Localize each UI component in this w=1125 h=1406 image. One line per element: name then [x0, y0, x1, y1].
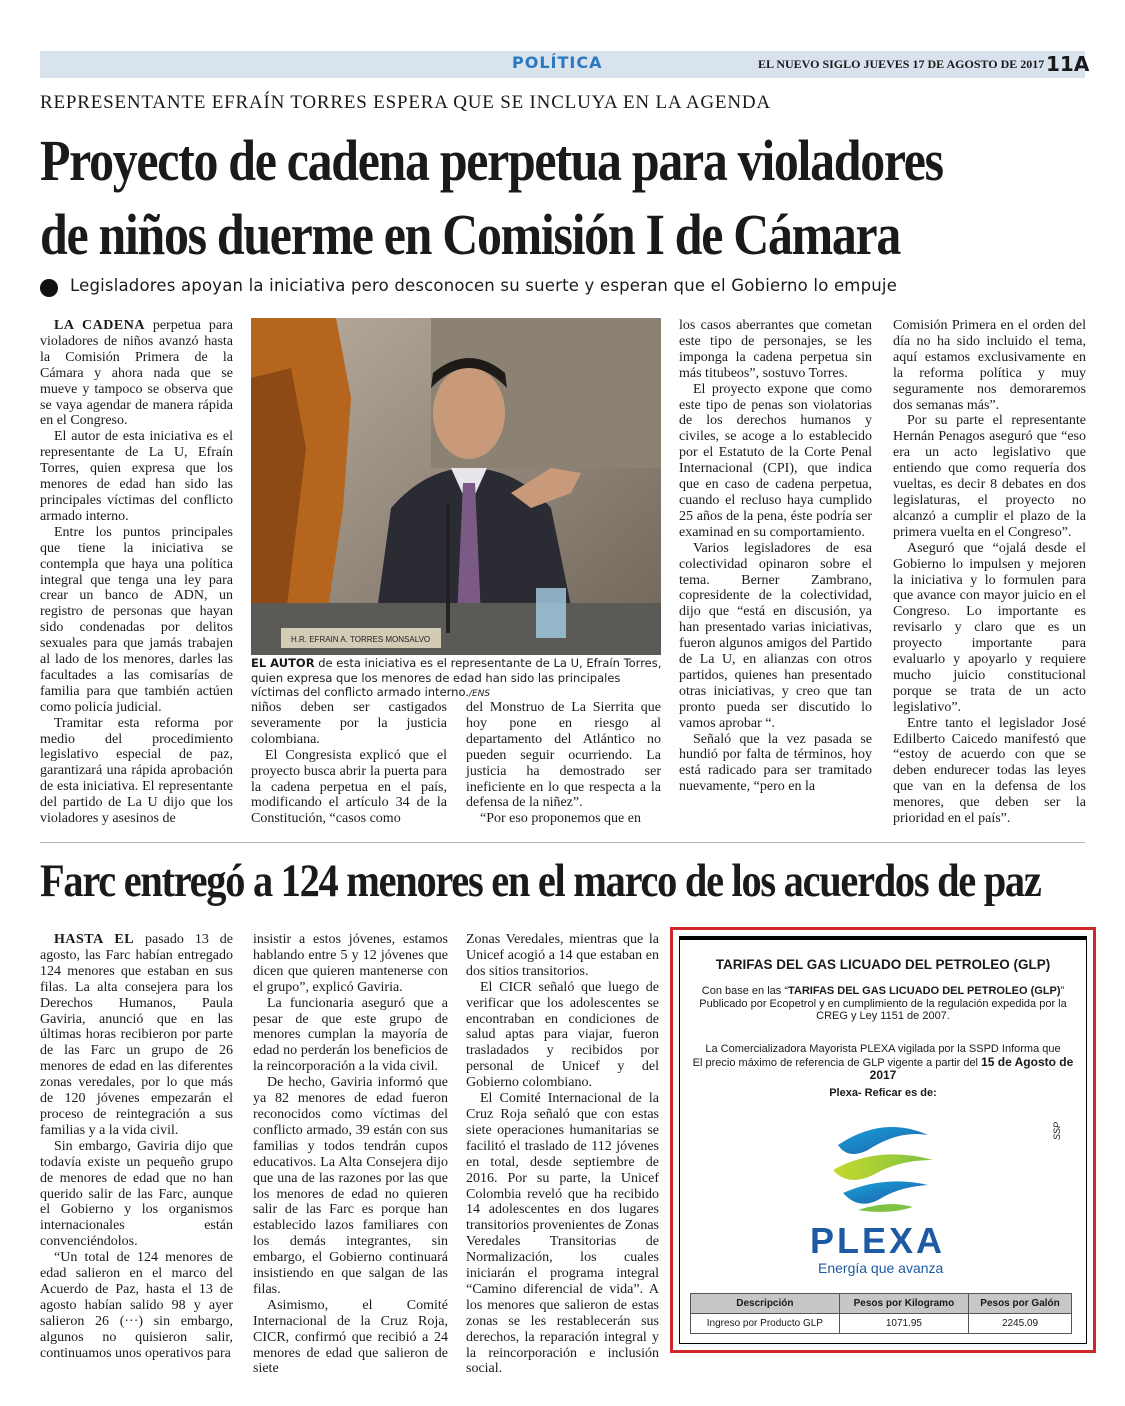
paragraph: El CICR señaló que luego de verificar que los adolescentes se encontraban en condiciones de salud aptas para viajar, fueron trasladados y recibidos por personal de Unicef y del Gobierno colombiano.	[466, 979, 659, 1091]
lead-in: LA CADENA	[54, 318, 145, 333]
paragraph: Zonas Veredales, mientras que la Unicef acogió a 14 que estaban en dos sitios transitorios.	[466, 932, 659, 979]
ad-text: Con base en las “	[701, 985, 788, 997]
article-deck: Legisladores apoyan la iniciativa pero desconocen su suerte y esperan que el Gobierno lo empuje	[70, 276, 898, 295]
nameplate-text: H.R. EFRAIN A. TORRES MONSALVO	[291, 635, 431, 644]
paragraph: Por su parte el representante Hernán Penagos aseguró que “eso era un acto legislativo que entiendo que como requería dos vueltas, es decir 8 debates en dos legislaturas, el proyecto no alcanzó a cumplir el plazo de la primera vuelta en el Congreso”.	[893, 413, 1086, 540]
article1-column-2	[251, 700, 447, 827]
paragraph: pasado 13 de agosto, las Farc habían entregado 124 menores que estaban en sus filas. La alta consejera para los Derechos Humanos, Paula Gaviria, anunció que en las últimas horas recibieron por parte de las Farc un grupo de 26 menores de edad en las diferentes zonas veredales, por lo que más de 120 jóvenes empezarán el proceso de reintegración a sus familias y a la vida civil.	[40, 932, 233, 1138]
paragraph: “Por eso proponemos que en	[480, 811, 641, 827]
article-kicker: REPRESENTANTE EFRAÍN TORRES ESPERA QUE SE INCLUYA EN LA AGENDA	[40, 92, 771, 113]
photo-credit: /ENS	[468, 689, 491, 700]
article2-column-2	[253, 932, 448, 1377]
caption-lead: EL AUTOR	[251, 656, 315, 670]
table-header: Pesos por Kilogramo	[839, 1294, 968, 1314]
article1-column-3	[466, 700, 661, 827]
article-photo	[251, 318, 661, 655]
paragraph: los casos aberrantes que cometan este tipo de personajes, se les imponga la cadena perpetua sin más titubeos”, sostuvo Torres.	[679, 318, 872, 381]
paragraph: El proyecto expone que como este tipo de penas son violatorias de los derechos humanos y civiles, se acoge a lo establecido por el Estatuto de la Corte Penal Internacional (CPI), que indica que en caso de cadena perpetua, cuando el recluso haya cumplido 25 años de la pena, éste podría ser examinad en su comportamiento.	[679, 381, 872, 540]
ad-effective-date: 15 de Agosto de 2017	[869, 1054, 1074, 1082]
ad-text: CREG y Ley 1151 de 2007.	[816, 1010, 950, 1022]
table-cell: Ingreso por Producto GLP	[691, 1314, 840, 1334]
paragraph: La funcionaria aseguró que a pesar de que este grupo de menores cumplan la mayoría de edad no perderán los beneficios de la reincorporación a la vida civil.	[253, 995, 448, 1075]
paragraph: niños deben ser castigados severamente por la justicia colombiana.	[251, 700, 447, 747]
paragraph: De hecho, Gaviria informó que ya 82 menores de edad fueron reconocidos como víctimas del conflicto armado, 39 están con sus familias y todos tendrán cupos educativos. La Alta Consejera dijo que una de las razones por las que los menores de edad no quieren salir de las Farc es porque han establecido lazos familiares con los demás integrantes, sin embargo, el Gobierno continuará insistiendo en que salgan de las filas.	[253, 1075, 448, 1297]
brand-tagline: Energía que avanza	[818, 1260, 944, 1276]
bullet-icon	[40, 279, 58, 297]
ad-text-bold: TARIFAS DEL GAS LICUADO DEL PETROLEO (GLP)	[787, 985, 1061, 997]
paragraph: Comisión Primera en el orden del día no ha sido incluido el tema, aquí estamos exclusivamente en la reforma política y muy seguramente nos demoraremos dos semanas más”.	[893, 318, 1086, 413]
paragraph: perpetua para violadores de niños avanzó hasta la Comisión Primera de la Cámara y ahora nada que se mueve y tampoco se observa que se vaya agendar de manera rápida en el Congreso.	[40, 318, 233, 429]
article2-column-3	[466, 932, 659, 1377]
paragraph: insistir a estos jóvenes, estamos hablando entre 5 y 12 jóvenes que dicen que quieren mantenerse con el grupo”, explicó Gaviria.	[253, 932, 448, 995]
table-header: Descripción	[691, 1294, 840, 1314]
ad-text: ”	[1060, 985, 1065, 997]
headline-line-2: de niños duerme en Comisión I de Cámara	[40, 202, 901, 267]
paragraph: Entre los puntos principales que tiene la iniciativa se contempla que haya una política integral que tenga una ley para crear un banco de ADN, un registro de personas que hayan sido condenadas por delitos sexuales para que jamás trabajen al lado de los menores, darles las facultades a las comisarías de familia para que también actúen como policía judicial.	[40, 524, 233, 715]
table-row	[691, 1314, 1072, 1334]
paragraph: del Monstruo de La Sierrita que hoy pone en riesgo al departamento del Atlántico no pueden seguir ocurriendo. La justicia ha demostrado ser ineficiente en lo que respecta a la defensa de la niñez”.	[466, 700, 661, 811]
ad-paragraph-2	[680, 1043, 1086, 1083]
plexa-logo-icon	[828, 1115, 938, 1220]
ad-text: El precio máximo de referencia de GLP vigente a partir del	[692, 1056, 982, 1069]
paragraph: Asimismo, el Comité Internacional de la Cruz Roja, CICR, confirmó que recibió a 24 menores de edad que salieron de siete	[253, 1297, 448, 1377]
caption-text: de esta iniciativa es el representante de La U, Efraín Torres, quien expresa que los menores de edad han sido las principales víctimas del conflicto armado interno.	[251, 656, 662, 700]
table-header-row	[691, 1294, 1072, 1314]
headline-line-1: Proyecto de cadena perpetua para violadores	[40, 128, 943, 193]
page-number: 11A	[1046, 52, 1090, 76]
ad-paragraph-1	[680, 985, 1086, 1023]
ad-text: Publicado por Ecopetrol y en cumplimiento de la regulación expedida por la	[699, 997, 1067, 1010]
paragraph: El Comité Internacional de la Cruz Roja señaló que con estas siete operaciones humanitarias se facilitó el traslado de 112 jóvenes en total, desde septiembre de 2016. Por su parte, la Unicef Colombia reveló que ha recibido 14 adolescentes en dos lugares transitorios provenientes de Zonas Veredales Transitorias de Normalización, los cuales iniciarán el programa integral “Camino diferencial de vida”. A los menores que salieron de estas zonas se les restablecerán sus derechos, la reparación integral y la reincorporación e inclusión social.	[466, 1091, 659, 1377]
ad-paragraph-3: Plexa- Reficar es de:	[829, 1087, 937, 1099]
headline-article-2: Farc entregó a 124 menores en el marco de los acuerdos de paz	[40, 855, 1041, 907]
paragraph: Varios legisladores de esa colectividad opinaron sobre el tema. Berner Zambrano, copresidente de la colectividad, dijo que “está en discusión, ya han presentado varias iniciativas, fueron algunos amigos del Partido de La U, en alianzas con otros partidos, quienes han presentado otras iniciativas, y creo que tan pronto pueda ser discutido lo vamos aprobar “.	[679, 540, 872, 731]
paragraph: El autor de esta iniciativa es el representante de La U, Efraín Torres, quien expresa que los menores de edad han sido las principales víctimas del conflicto armado interno.	[40, 429, 233, 524]
photo-illustration	[251, 318, 661, 655]
section-divider	[40, 842, 1085, 843]
ad-title: TARIFAS DEL GAS LICUADO DEL PETROLEO (GLP)	[715, 957, 1051, 972]
article1-column-4	[679, 318, 872, 795]
article1-column-1	[40, 318, 233, 827]
brand-name: PLEXA	[810, 1220, 946, 1261]
ssp-mark: SSP	[1052, 1121, 1062, 1140]
paragraph: Señaló que la vez pasada se hundió por falta de términos, hoy está radicado para ser tramitado nuevamente, “pero en la	[679, 731, 872, 795]
photo-caption	[251, 656, 663, 702]
lead-in: HASTA EL	[54, 932, 135, 947]
table-cell: 1071.95	[839, 1314, 968, 1334]
paragraph: Tramitar esta reforma por medio del procedimiento legislativo especial de paz, garantizará una rápida aprobación de esta iniciativa. El representante del partido de La U dijo que los violadores y asesinos de	[40, 715, 233, 827]
article2-column-1	[40, 932, 233, 1361]
ad-text: La Comercializadora Mayorista PLEXA vigilada por la SSPD Informa que	[705, 1043, 1061, 1055]
paragraph: Entre tanto el legislador José Edilberto Caicedo manifestó que “estoy de acuerdo con que se deben endurecer todas las leyes que van en la defensa de los menores, que deben ser la prioridad en el país”.	[893, 715, 1086, 827]
issue-date: EL NUEVO SIGLO JUEVES 17 DE AGOSTO DE 2017	[758, 57, 1045, 71]
paragraph: Sin embargo, Gaviria dijo que todavía existe un pequeño grupo de menores de edad que no han querido salir de las Farc, aunque el Gobierno y los organismos internacionales están convenciéndolos.	[40, 1138, 233, 1250]
paragraph: El Congresista explicó que el proyecto busca abrir la puerta para la cadena perpetua en el país, modificando el artículo 34 de la Constitución, “casos como	[251, 747, 447, 827]
paragraph: Aseguró que “ojalá desde el Gobierno lo impulsen y mejoren la iniciativa y lo formulen para que avance con mayor juicio en el Congreso. Lo importante es revisarlo y claro que es un proyecto importante para evaluarlo y apoyarlo y requiere mucho juicio constitucional porque se trata de un acto legislativo”.	[893, 540, 1086, 715]
table-header: Pesos por Galón	[969, 1294, 1072, 1314]
section-label: POLÍTICA	[512, 53, 603, 72]
tariff-table	[690, 1293, 1072, 1334]
paragraph: “Un total de 124 menores de edad salieron en el marco del Acuerdo de Paz, hasta el 13 de agosto habían salido 98 y ayer salieron 26 (···) sin embargo, algunos no quisieron salir, continuamos unos operativos para	[40, 1250, 233, 1361]
table-cell: 2245.09	[969, 1314, 1072, 1334]
article1-column-5	[893, 318, 1086, 827]
